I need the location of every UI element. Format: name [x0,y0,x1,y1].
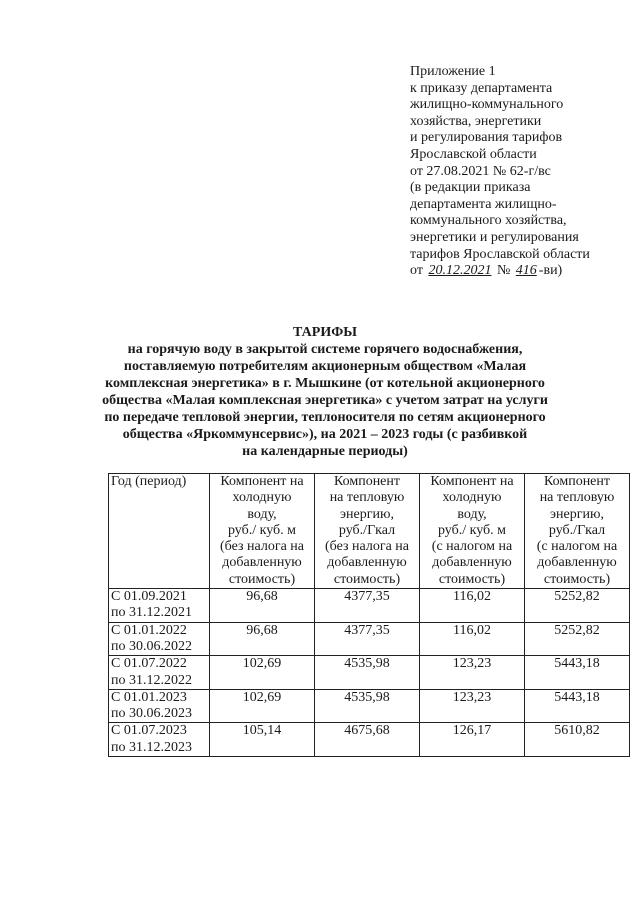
appendix-line: и регулирования тарифов [410,130,563,146]
appendix-line: (в редакции приказа [410,180,531,196]
value-cell: 116,02 [420,622,525,656]
appendix-line: департамента жилищно- [410,196,557,212]
table-row [109,723,630,757]
tariffs-table [108,473,630,757]
value-cell: 5610,82 [525,723,630,757]
title-line: на горячую воду в закрытой системе горячего водоснабжения, [127,342,523,357]
value-cell: 5443,18 [525,656,630,690]
header-cold-water-no-vat: Компонент на холодную воду, руб./ куб. м (без налога на добавленную стоимость) [210,474,315,589]
table-row [109,656,630,690]
table-row [109,689,630,723]
value-cell: 5252,82 [525,589,630,623]
appendix-line: хозяйства, энергетики [410,113,542,129]
value-cell: 4535,98 [315,656,420,690]
title-line: комплексная энергетика» в г. Мышкине (от котельной акционерного [105,376,545,391]
title-line: поставляемую потребителям акционерным обществом «Малая [123,359,527,374]
appendix-line: Приложение 1 [410,64,496,79]
value-cell: 123,23 [420,689,525,723]
table-header-row [109,474,630,589]
header-cold-water-with-vat: Компонент на холодную воду, руб./ куб. м (с налогом на добавленную стоимость) [420,474,525,589]
title-line: на календарные периоды) [242,444,408,459]
handwritten-date: 20.12.2021 [428,263,492,279]
value-cell: 96,68 [210,622,315,656]
appendix-line: энергетики и регулирования [410,229,579,245]
table-row [109,622,630,656]
order-prefix: от [410,263,423,279]
value-cell: 4535,98 [315,689,420,723]
value-cell: 4377,35 [315,589,420,623]
period-cell: С 01.07.2022 по 31.12.2022 [109,656,210,690]
value-cell: 96,68 [210,589,315,623]
header-heat-energy-no-vat: Компонент на тепловую энергию, руб./Гкал (без налога на добавленную стоимость) [315,474,420,589]
appendix-line: к приказу департамента [410,80,553,96]
appendix-line: тарифов Ярославской области [410,246,590,262]
value-cell: 5252,82 [525,622,630,656]
value-cell: 105,14 [210,723,315,757]
period-cell: С 01.01.2022 по 30.06.2022 [109,622,210,656]
title-line: по передаче тепловой энергии, теплоносителя по сетям акционерного [104,410,546,425]
appendix-line: коммунального хозяйства, [410,213,567,229]
table-row [109,589,630,623]
value-cell: 116,02 [420,589,525,623]
appendix-line: Ярославской области [410,146,537,162]
period-cell: С 01.01.2023 по 30.06.2023 [109,689,210,723]
handwritten-number: 416 [515,263,537,279]
appendix-order-line [410,263,632,280]
appendix-line: жилищно-коммунального [410,97,564,113]
title-line: общества «Малая комплексная энергетика» с учетом затрат на услуги [102,393,548,408]
title-line: общества «Яркоммунсервис»), на 2021 – 2023 годы (с разбивкой [122,427,528,442]
order-suffix: -ви) [538,263,563,279]
value-cell: 4675,68 [315,723,420,757]
value-cell: 126,17 [420,723,525,757]
period-cell: С 01.07.2023 по 31.12.2023 [109,723,210,757]
value-cell: 123,23 [420,656,525,690]
title-heading: ТАРИФЫ [293,325,357,340]
period-cell: С 01.09.2021 по 31.12.2021 [109,589,210,623]
header-heat-energy-with-vat: Компонент на тепловую энергию, руб./Гкал (с налогом на добавленную стоимость) [525,474,630,589]
header-period: Год (период) [109,474,210,589]
value-cell: 4377,35 [315,622,420,656]
value-cell: 5443,18 [525,689,630,723]
order-number-sign: № [496,263,511,279]
appendix-header [410,64,632,280]
value-cell: 102,69 [210,656,315,690]
appendix-line: от 27.08.2021 № 62-г/вс [410,163,551,179]
value-cell: 102,69 [210,689,315,723]
document-title [90,324,560,460]
